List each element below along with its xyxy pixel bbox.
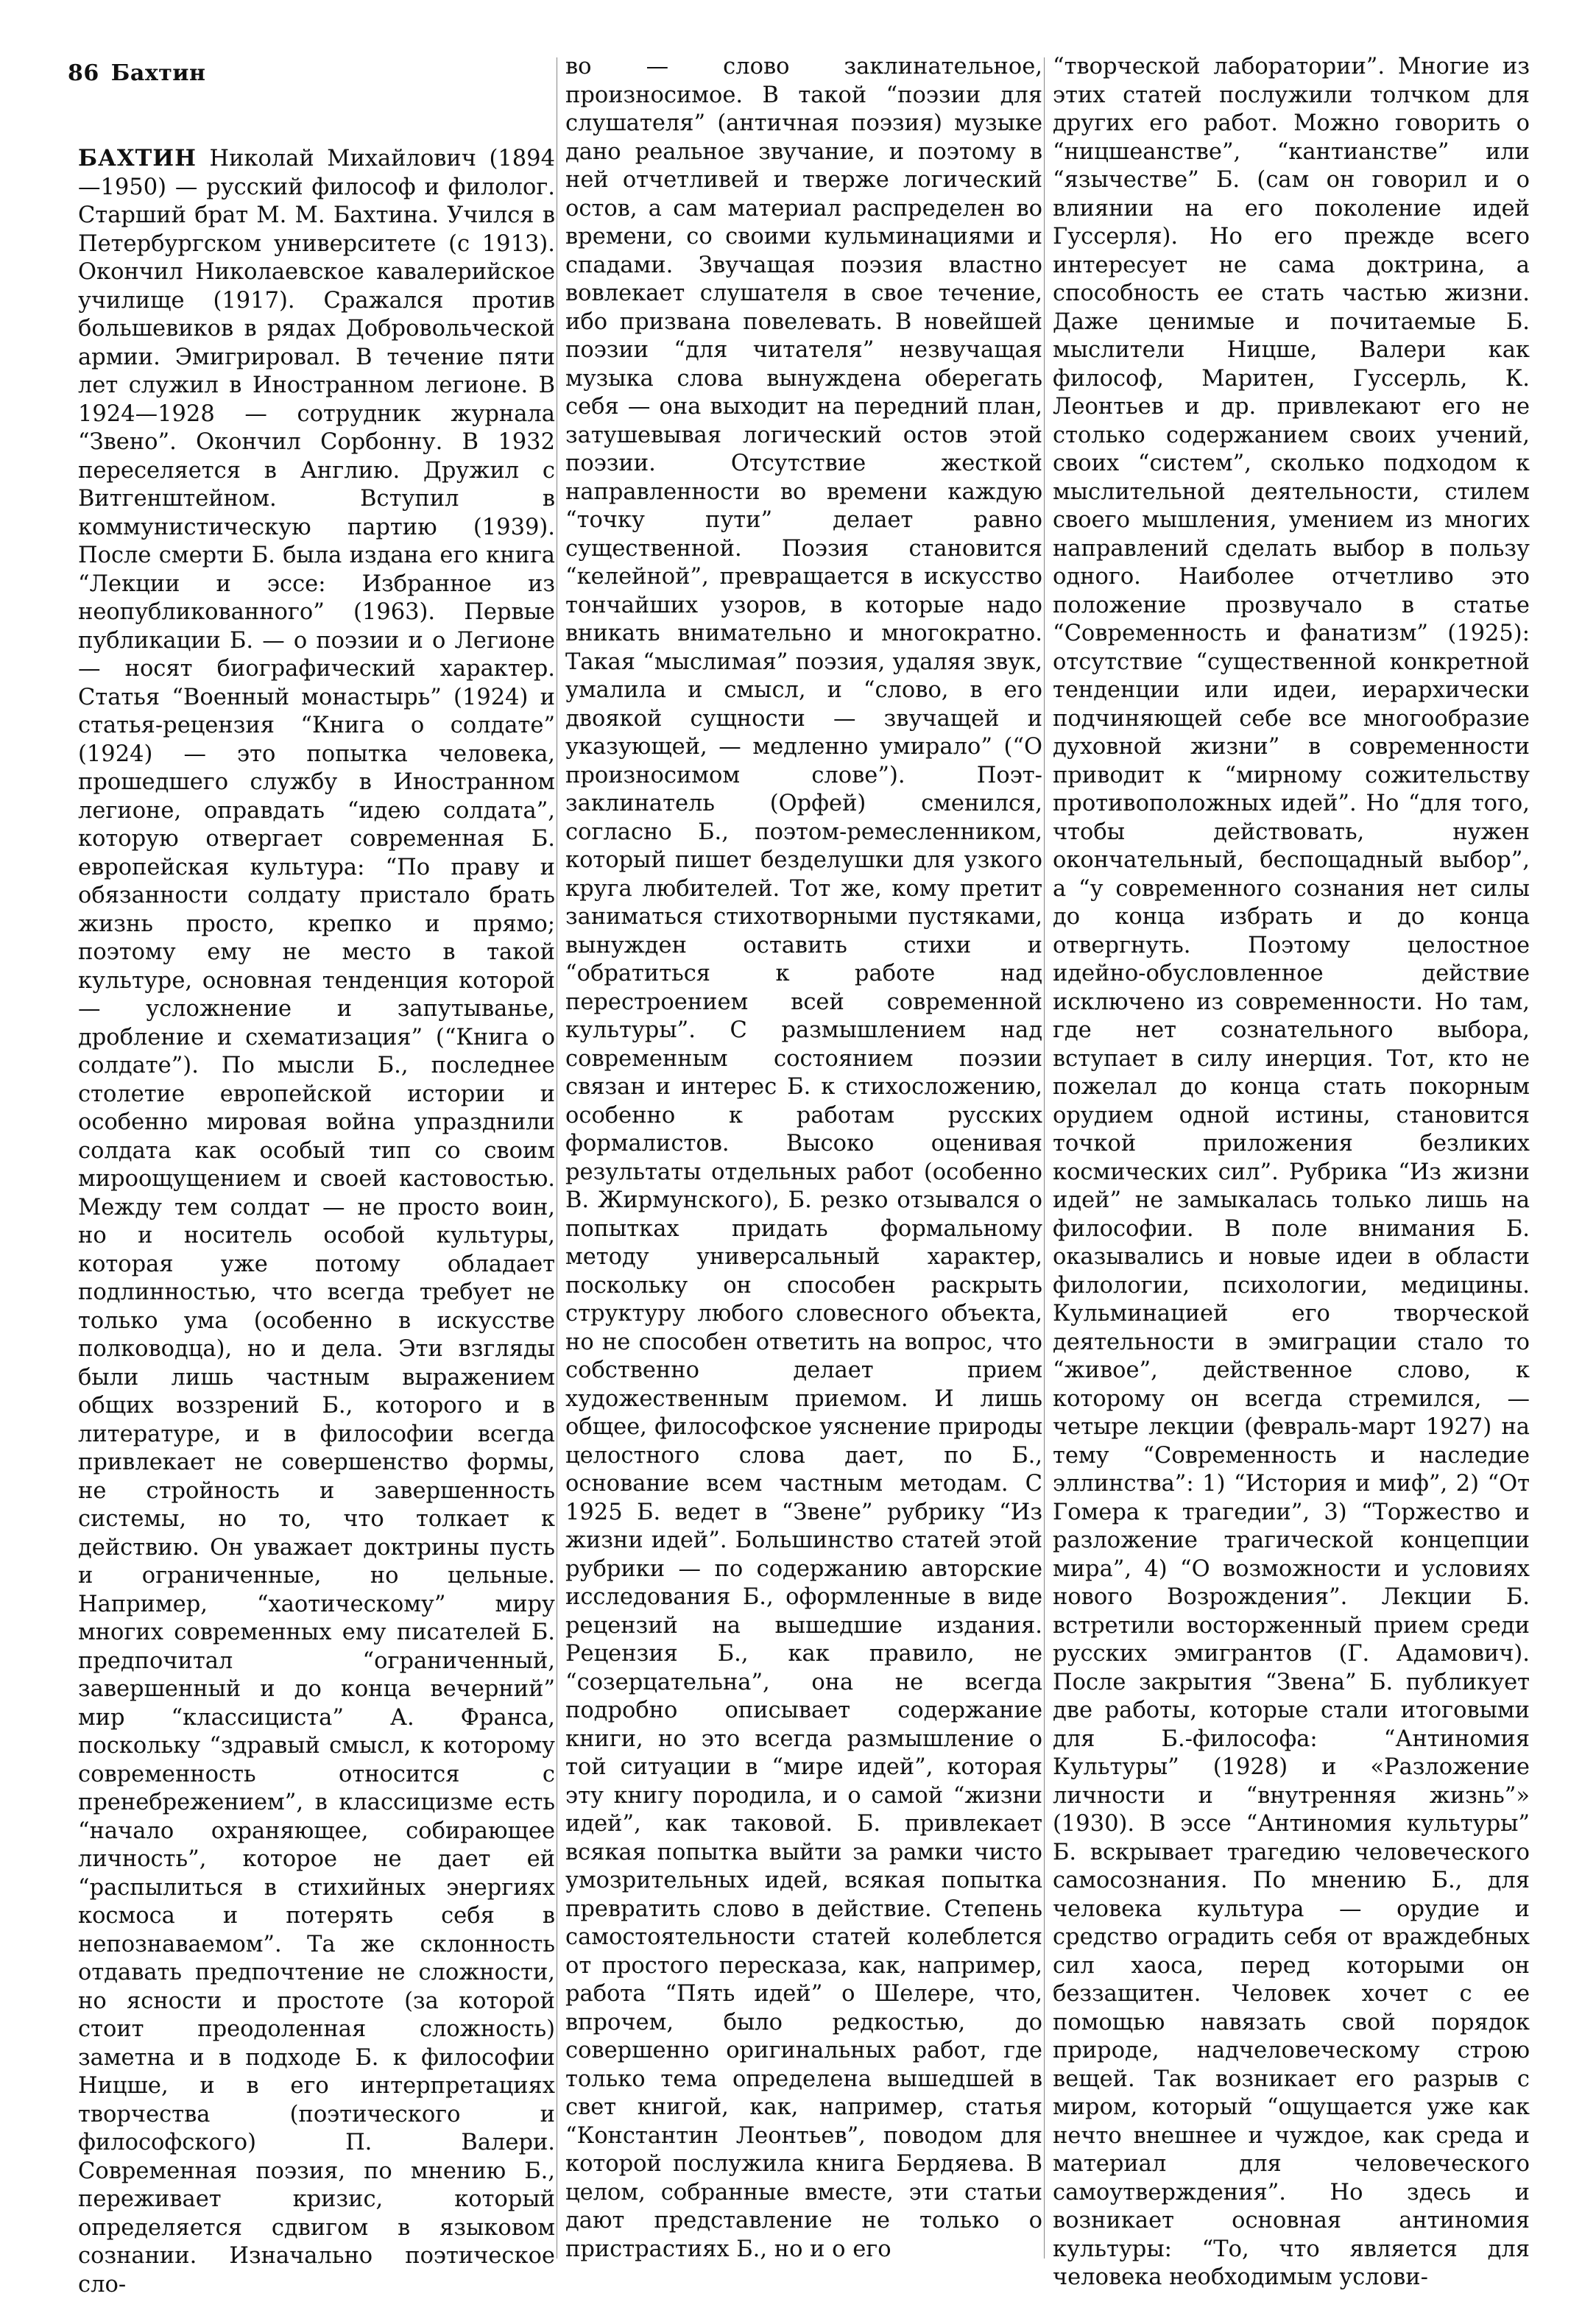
page-number: 86 <box>68 60 99 86</box>
entry-headword: БАХТИН <box>78 145 197 172</box>
entry-text-continued: во — слово заклинательное, произносимое. В такой “поэзии для слушателя” (античная поэзия) музыке дано реальное звучание, и поэтому в ней отчетливей и тверже логический остов, а сам материал распределен во времени, со своими кульминациями и спадами. Звучащая поэзия властно вовлекает слушателя в свое течение, ибо призвана повелевать. В новейшей поэзии “для читателя” незвучащая музыка слова вынуждена оберегать себя — она выходит на передний план, затушевывая логический остов этой поэзии. Отсутствие жесткой направленности во времени каждую “точку пути” делает равно существенной. Поэзия становится “келейной”, превращается в искусство тончайших узоров, в которые надо вникать внимательно и многократно. Такая “мыслимая” поэзия, удаляя звук, умалила и смысл, и “слово, в его двоякой сущности — звучащей и указующей, — медленно умирало” (“О произносимом слове”). Поэт-заклинатель (Орфей) сменился, согласно Б., поэтом-ремесленником, который пишет безделушки для узкого круга любителей. Тот же, кому претит заниматься стихотворными пустяками, вынужден оставить стихи и “обратиться к работе над перестроением всей современной культуры”. С размышлением над современным состоянием поэзии связан и интерес Б. к стихосложению, особенно к работам русских формалистов. Высоко оценивая результаты отдельных работ (особенно В. Жирмунского), Б. резко отзывался о попытках придать формальному методу универсальный характер, поскольку он способен раскрыть структуру любого словесного объекта, но не способен ответить на вопрос, что собственно делает прием художественным приемом. И лишь общее, философское уяснение природы целостного слова дает, по Б., основание всем частным методам. С 1925 Б. ведет в “Звене” рубрику “Из жизни идей”. Большинство статей этой рубрики — по содержанию авторские исследования Б., оформленные в виде рецензий на вышедшие издания. Рецензия Б., как правило, не “созерцательна”, она не всегда подробно описывает содержание книги, но это всегда размышление о той ситуации в “мире идей”, которая эту книгу породила, и о самой “жизни идей”, как таковой. Б. привлекает всякая попытка выйти за рамки чисто умозрительных идей, всякая попытка превратить слово в действие. Степень самостоятельности статей колеблется от простого пересказа, как, например, работа “Пять идей” о Шелере, что, впрочем, было редкостью, до совершенно оригинальных работ, где только тема определена вышедшей в свет книгой, как, например, статья “Константин Леонтьев”, поводом для которой послужила книга Бердяева. В целом, собранные вместе, эти статьи дают представление не только о пристрастиях Б., но и о его <box>565 54 1042 2262</box>
text-column-3 <box>1053 53 1530 2292</box>
running-title: Бахтин <box>110 60 206 86</box>
text-column-2 <box>565 53 1042 2264</box>
entry-paragraph <box>78 144 555 2299</box>
entry-text-continued: “творческой лаборатории”. Многие из этих статей послужили толчком для других его работ. Можно говорить о “ницшеанстве”, “кантианстве” или “язычестве” Б. (сам он говорил и о влиянии на его поколение идей Гуссерля). Но его прежде всего интересует не сама доктрина, а способность ее стать частью жизни. Даже ценимые и почитаемые Б. мыслители Ницше, Валери как философ, Маритен, Гуссерль, К. Леонтьев и др. привлекают его не столько содержанием своих учений, своих “систем”, сколько подходом к мыслительной деятельности, стилем своего мышления, умением из многих направлений сделать выбор в пользу одного. Наиболее отчетливо это положение прозвучало в статье “Современность и фанатизм” (1925): отсутствие “существенной конкретной тенденции или идеи, иерархически подчиняющей себе все многообразие духовной жизни” в современности приводит к “мирному сожительству противоположных идей”. Но “для того, чтобы действовать, нужен окончательный, беспощадный выбор”, а “у современного сознания нет силы до конца избрать и до конца отвергнуть. Поэтому целостное идейно-обусловленное действие исключено из современности. Но там, где нет сознательного выбора, вступает в силу инерция. Тот, кто не пожелал до конца стать покорным орудием одной истины, становится точкой приложения безликих космических сил”. Рубрика “Из жизни идей” не замыкалась только лишь на философии. В поле внимания Б. оказывались и новые идеи в области филологии, психологии, медицины. Кульминацией его творческой деятельности в эмиграции стало то “живое”, действенное слово, к которому он всегда стремился, — четыре лекции (февраль-март 1927) на тему “Современность и наследие эллинства”: 1) “История и миф”, 2) “От Гомера к трагедии”, 3) “Торжество и разложение трагической концепции мира”, 4) “О возможности и условиях нового Возрождения”. Лекции Б. встретили восторженный прием среди русских эмигрантов (Г. Адамович). После закрытия “Звена” Б. публикует две работы, которые стали итоговыми для Б.-философа: “Антиномия Культуры” (1928) и «Разложение личности и “внутренняя жизнь”» (1930). В эссе “Антиномия культуры” Б. вскрывает трагедию человеческого самосознания. По мнению Б., для человека культура — орудие и средство оградить себя от враждебных сил хаоса, перед которыми он беззащитен. Человек хочет с ее помощью навязать свой порядок природе, надчеловеческому строю вещей. Так возникает его разрыв с миром, который “ощущается уже как нечто внешнее и чуждое, как среда и материал для человеческого самоутверждения”. Но здесь и возникает основная антиномия культуры: “То, что является для человека необходимым услови- <box>1053 54 1530 2290</box>
running-head <box>68 60 206 86</box>
text-column-1 <box>78 144 555 2299</box>
column-divider <box>1044 57 1045 2259</box>
entry-text: Николай Михайлович (1894—1950) — русский философ и филолог. Старший брат М. М. Бахтина. Учился в Петербургском университете (с 1913). Окончил Николаевское кавалерийское училище (1917). Сражался против большевиков в рядах Добровольческой армии. Эмигрировал. В течение пяти лет служил в Иностранном легионе. В 1924—1928 — сотрудник журнала “Звено”. Окончил Сорбонну. В 1932 переселяется в Англию. Дружил с Витгенштейном. Вступил в коммунистическую партию (1939). После смерти Б. была издана его книга “Лекции и эссе: Избранное из неопубликованного” (1963). Первые публикации Б. — о поэзии и о Легионе — носят биографический характер. Статья “Военный монастырь” (1924) и статья-рецензия “Книга о солдате” (1924) — это попытка человека, прошедшего службу в Иностранном легионе, оправдать “идею солдата”, которую отвергает современная Б. европейская культура: “По праву и обязанности солдату пристало брать жизнь просто, крепко и прямо; поэтому ему не место в такой культуре, основная тенденция которой — усложнение и запутыванье, дробление и схематизация” (“Книга о солдате”). По мысли Б., последнее столетие европейской истории и особенно мировая война упразднили солдата как особый тип со своим мироощущением и своей кастовостью. Между тем солдат — не просто воин, но и носитель особой культуры, которая уже потому обладает подлинностью, что всегда требует не только ума (особенно в искусстве полководца), но и дела. Эти взгляды были лишь частным выражением общих воззрений Б., которого и в литературе, и в философии всегда привлекает не совершенство формы, не стройность и завершенность системы, но то, что толкает к действию. Он уважает доктрины пусть и ограниченные, но цельные. Например, “хаотическому” миру многих современных ему писателей Б. предпочитал “ограниченный, завершенный и до конца вечерний” мир “классициста” А. Франса, поскольку “здравый смысл, к которому современность относится с пренебрежением”, в классицизме есть “начало охраняющее, собирающее личность”, которое не дает ей “распылиться в стихийных энергиях космоса и потерять себя в непознаваемом”. Та же склонность отдавать предпочтение не сложности, но ясности и простоте (за которой стоит преодоленная сложность) заметна и в подходе Б. к философии Ницше, и в его интерпретациях творчества (поэтического и философского) П. Валери. Современная поэзия, по мнению Б., переживает кризис, который определяется сдвигом в языковом сознании. Изначально поэтическое сло- <box>78 146 555 2298</box>
